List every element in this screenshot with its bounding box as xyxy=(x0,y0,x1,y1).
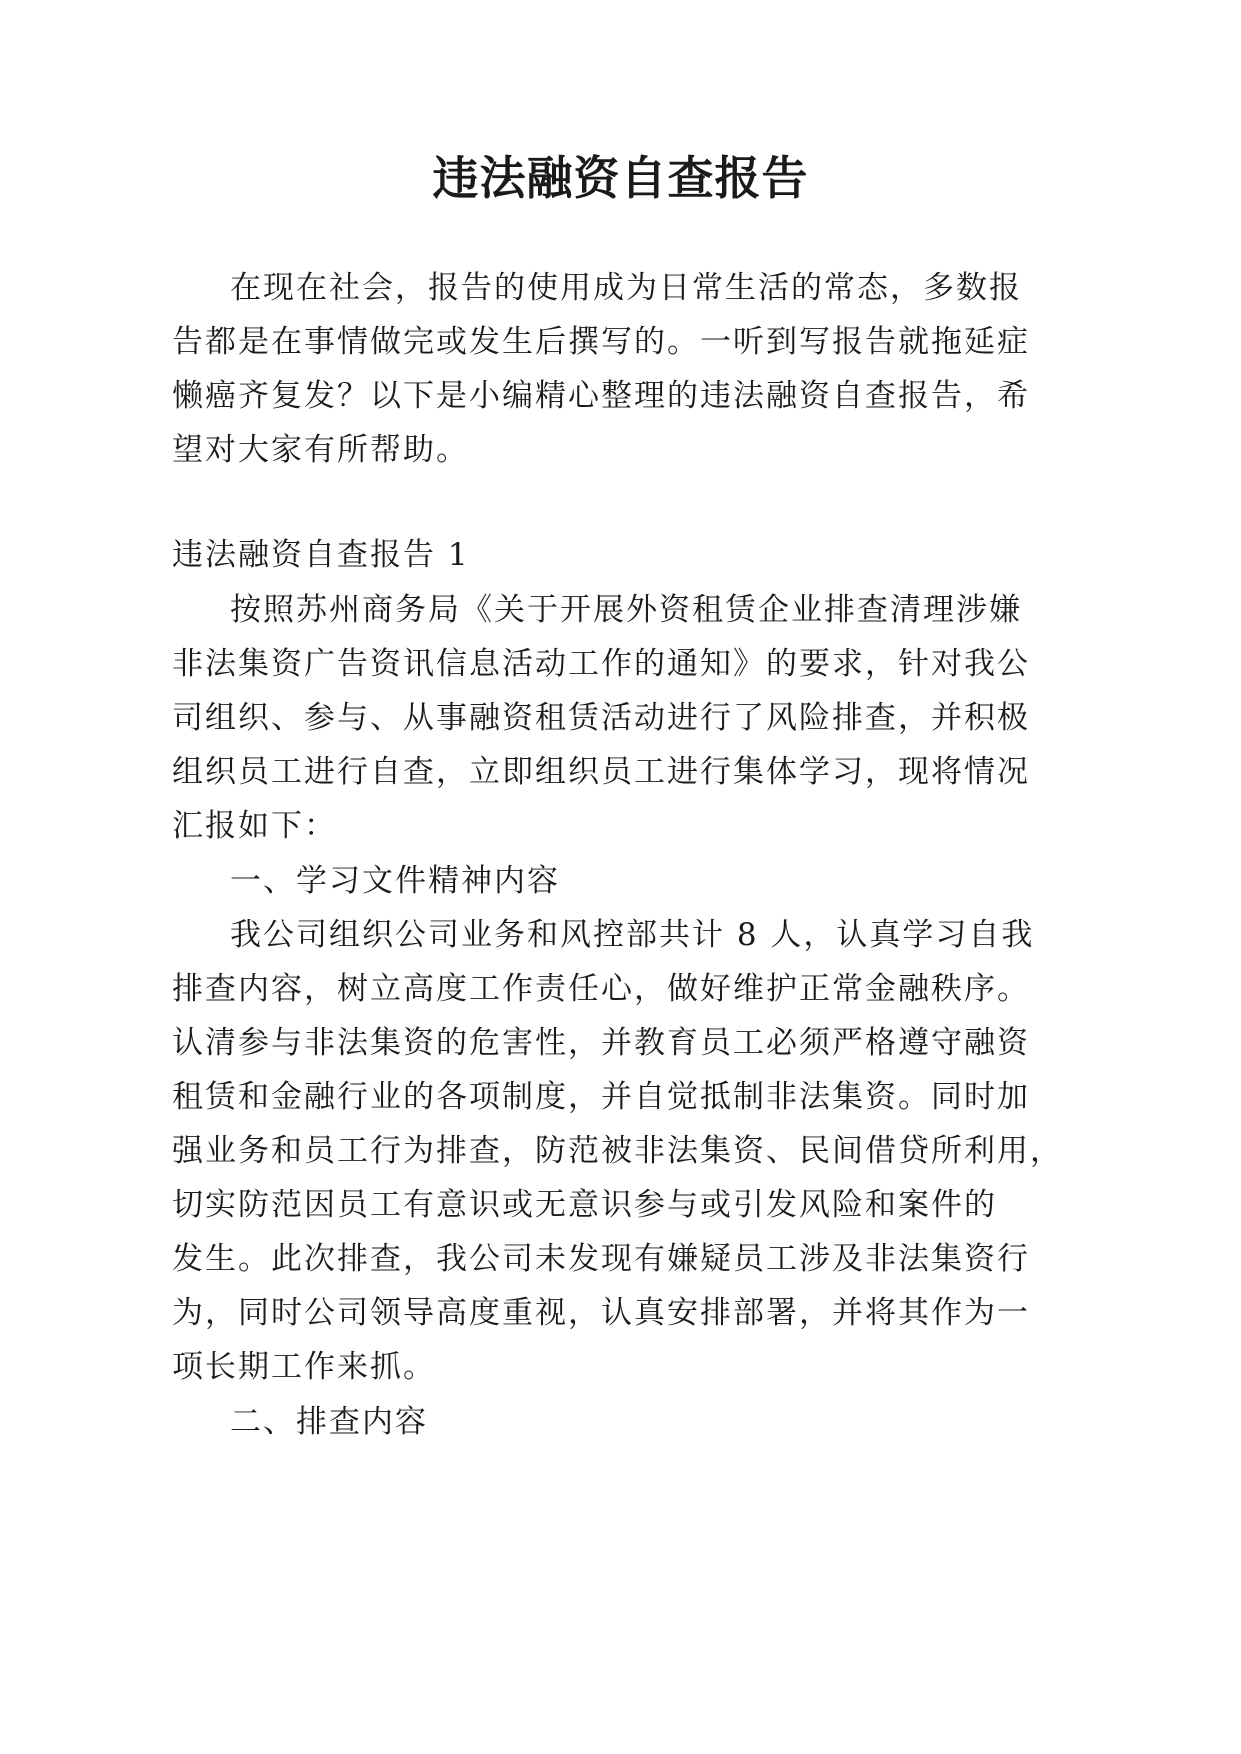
paragraph-line: 按照苏州商务局《关于开展外资租赁企业排查清理涉嫌 xyxy=(230,592,1022,628)
paragraph-line: 强业务和员工行为排查，防范被非法集资、民间借贷所利用， xyxy=(172,1133,1063,1169)
paragraph-line: 司组织、参与、从事融资租赁活动进行了风险排查，并积极 xyxy=(172,700,1030,736)
paragraph-line: 项长期工作来抓。 xyxy=(172,1349,436,1385)
paragraph-line: 发生。此次排查，我公司未发现有嫌疑员工涉及非法集资行 xyxy=(172,1241,1030,1277)
document-title: 违法融资自查报告 xyxy=(432,151,809,205)
intro-line: 望对大家有所帮助。 xyxy=(172,432,469,468)
paragraph-line: 切实防范因员工有意识或无意识参与或引发风险和案件的 xyxy=(172,1187,997,1223)
paragraph-line: 认清参与非法集资的危害性，并教育员工必须严格遵守融资 xyxy=(172,1025,1030,1061)
intro-line: 告都是在事情做完或发生后撰写的。一听到写报告就拖延症 xyxy=(172,324,1030,360)
paragraph-line: 汇报如下： xyxy=(172,808,337,844)
paragraph-line: 排查内容，树立高度工作责任心，做好维护正常金融秩序。 xyxy=(172,971,1030,1007)
section-heading: 违法融资自查报告 1 xyxy=(172,537,470,573)
subheading: 二、排查内容 xyxy=(230,1404,428,1440)
paragraph-line: 组织员工进行自查，立即组织员工进行集体学习，现将情况 xyxy=(172,754,1030,790)
intro-line: 在现在社会，报告的使用成为日常生活的常态，多数报 xyxy=(230,270,1022,306)
paragraph-line: 为，同时公司领导高度重视，认真安排部署，并将其作为一 xyxy=(172,1295,1030,1331)
subheading: 一、学习文件精神内容 xyxy=(230,863,560,899)
paragraph-line: 我公司组织公司业务和风控部共计 8 人，认真学习自我 xyxy=(230,917,1035,953)
paragraph-line: 租赁和金融行业的各项制度，并自觉抵制非法集资。同时加 xyxy=(172,1079,1030,1115)
intro-line: 懒癌齐复发？以下是小编精心整理的违法融资自查报告，希 xyxy=(172,378,1030,414)
paragraph-line: 非法集资广告资讯信息活动工作的通知》的要求，针对我公 xyxy=(172,646,1030,682)
